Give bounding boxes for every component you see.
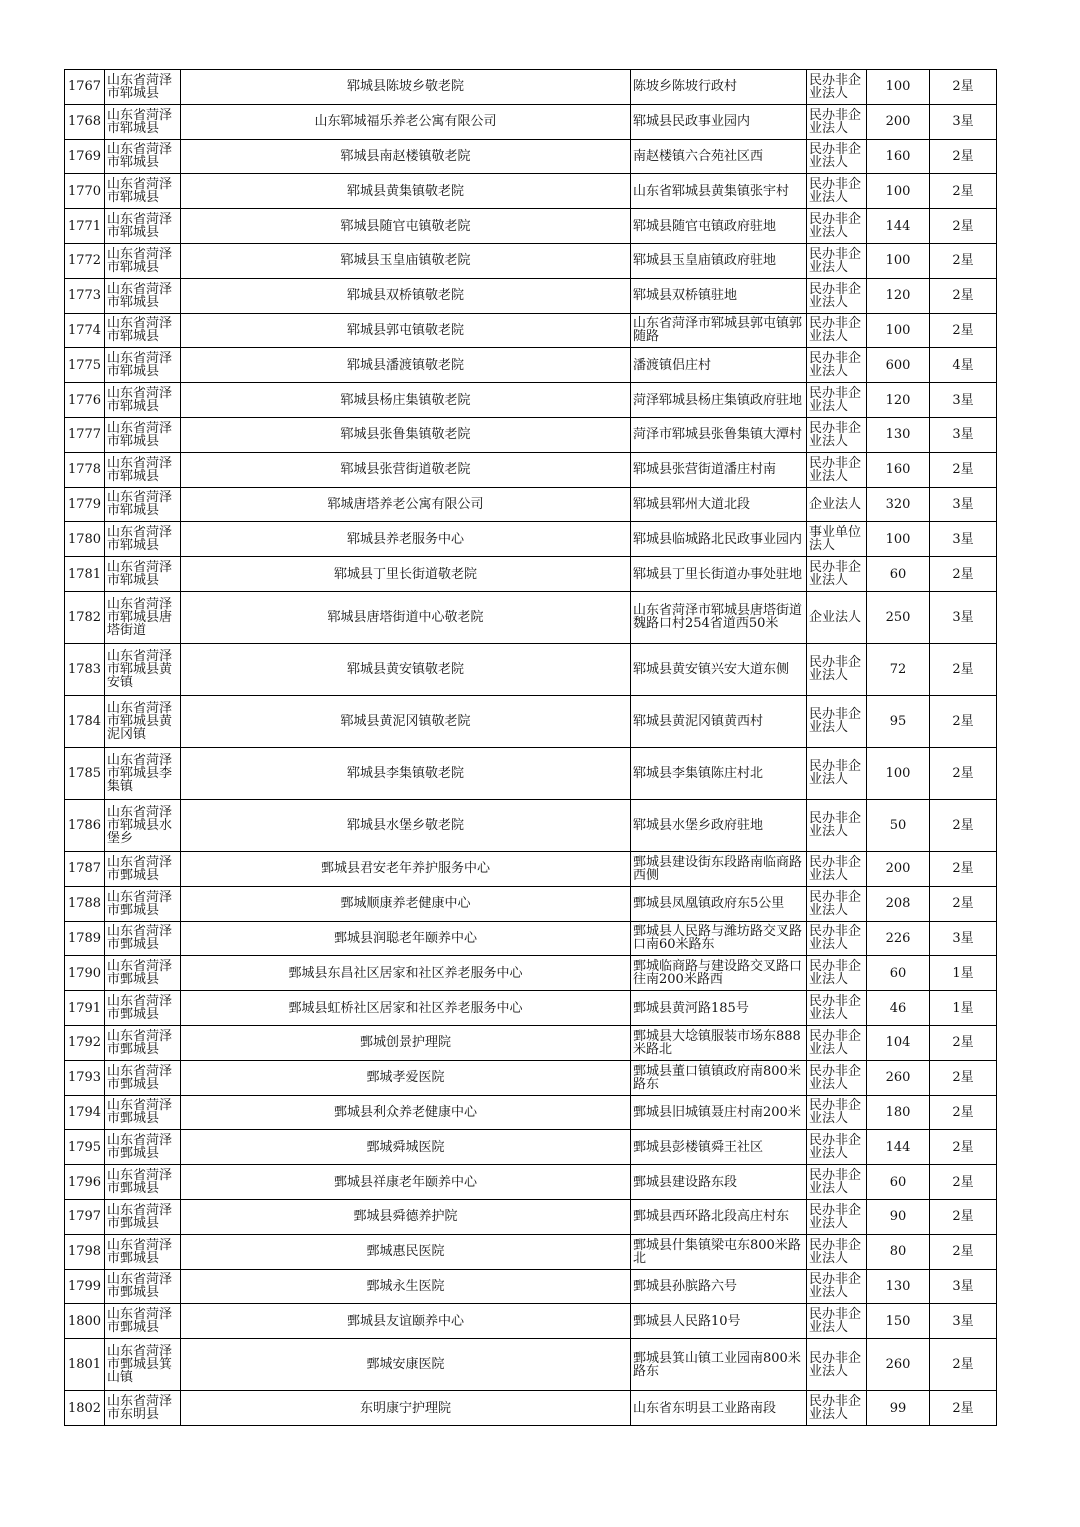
institution-name: 郓城唐塔养老公寓有限公司: [181, 487, 631, 522]
address-cell: 郓城县随官屯镇政府驻地: [631, 209, 807, 244]
star-rating: 2星: [930, 452, 997, 487]
table-row: [65, 991, 997, 1026]
region-cell: 山东省菏泽市郓城县: [105, 522, 181, 557]
region-cell: 山东省菏泽市鄄城县: [105, 921, 181, 956]
region-cell: 山东省菏泽市鄄城县: [105, 1060, 181, 1095]
institution-name: 郓城县双桥镇敬老院: [181, 278, 631, 313]
legal-type-cell: 民办非企业法人: [807, 1304, 867, 1339]
row-number: 1776: [65, 383, 105, 418]
table-row: [65, 243, 997, 278]
legal-type-cell: 民办非企业法人: [807, 348, 867, 383]
institution-name: 鄄城孝爱医院: [181, 1060, 631, 1095]
bed-count: 260: [867, 1339, 930, 1391]
address-cell: 陈坡乡陈坡行政村: [631, 70, 807, 105]
table-row: [65, 70, 997, 105]
legal-type-cell: 企业法人: [807, 487, 867, 522]
region-cell: 山东省菏泽市郓城县: [105, 70, 181, 105]
legal-type-cell: 民办非企业法人: [807, 209, 867, 244]
row-number: 1775: [65, 348, 105, 383]
institution-name: 鄄城创景护理院: [181, 1025, 631, 1060]
legal-type-cell: 民办非企业法人: [807, 921, 867, 956]
bed-count: 100: [867, 174, 930, 209]
institution-name: 鄄城县润聪老年颐养中心: [181, 921, 631, 956]
table-row: [65, 557, 997, 592]
table-row: [65, 1391, 997, 1426]
table-row: [65, 851, 997, 886]
address-cell: 鄄城县旧城镇聂庄村南200米: [631, 1095, 807, 1130]
table-row: [65, 747, 997, 799]
legal-type-cell: 民办非企业法人: [807, 1391, 867, 1426]
row-number: 1800: [65, 1304, 105, 1339]
legal-type-cell: 民办非企业法人: [807, 383, 867, 418]
legal-type-cell: 民办非企业法人: [807, 1339, 867, 1391]
star-rating: 2星: [930, 209, 997, 244]
institution-name: 郓城县潘渡镇敬老院: [181, 348, 631, 383]
institution-name: 郓城县郭屯镇敬老院: [181, 313, 631, 348]
legal-type-cell: 民办非企业法人: [807, 139, 867, 174]
bed-count: 144: [867, 1130, 930, 1165]
address-cell: 郓城县水堡乡政府驻地: [631, 799, 807, 851]
star-rating: 2星: [930, 886, 997, 921]
row-number: 1777: [65, 417, 105, 452]
legal-type-cell: 民办非企业法人: [807, 1165, 867, 1200]
region-cell: 山东省菏泽市郓城县黄泥冈镇: [105, 695, 181, 747]
bed-count: 60: [867, 1165, 930, 1200]
region-cell: 山东省菏泽市鄄城县: [105, 1269, 181, 1304]
star-rating: 2星: [930, 313, 997, 348]
address-cell: 鄄城县人民路与潍坊路交叉路口南60米路东: [631, 921, 807, 956]
region-cell: 山东省菏泽市郓城县: [105, 417, 181, 452]
table-row: [65, 799, 997, 851]
row-number: 1778: [65, 452, 105, 487]
institution-name: 郓城县水堡乡敬老院: [181, 799, 631, 851]
institution-name: 鄄城县君安老年养护服务中心: [181, 851, 631, 886]
bed-count: 100: [867, 747, 930, 799]
bed-count: 100: [867, 70, 930, 105]
bed-count: 100: [867, 313, 930, 348]
institution-name: 鄄城顺康养老健康中心: [181, 886, 631, 921]
address-cell: 山东省郓城县黄集镇张宇村: [631, 174, 807, 209]
bed-count: 160: [867, 139, 930, 174]
row-number: 1788: [65, 886, 105, 921]
table-row: [65, 278, 997, 313]
bed-count: 208: [867, 886, 930, 921]
region-cell: 山东省菏泽市东明县: [105, 1391, 181, 1426]
legal-type-cell: 民办非企业法人: [807, 1234, 867, 1269]
region-cell: 山东省菏泽市鄄城县: [105, 1130, 181, 1165]
row-number: 1795: [65, 1130, 105, 1165]
table-row: [65, 1060, 997, 1095]
star-rating: 2星: [930, 695, 997, 747]
legal-type-cell: 民办非企业法人: [807, 747, 867, 799]
region-cell: 山东省菏泽市鄄城县: [105, 1095, 181, 1130]
star-rating: 2星: [930, 139, 997, 174]
bed-count: 100: [867, 243, 930, 278]
bed-count: 100: [867, 522, 930, 557]
legal-type-cell: 民办非企业法人: [807, 452, 867, 487]
table-row: [65, 522, 997, 557]
star-rating: 3星: [930, 104, 997, 139]
row-number: 1781: [65, 557, 105, 592]
institution-name: 鄄城永生医院: [181, 1269, 631, 1304]
region-cell: 山东省菏泽市鄄城县: [105, 1234, 181, 1269]
institution-name: 鄄城县东昌社区居家和社区养老服务中心: [181, 956, 631, 991]
star-rating: 2星: [930, 174, 997, 209]
address-cell: 郓城县丁里长街道办事处驻地: [631, 557, 807, 592]
table-row: [65, 1304, 997, 1339]
star-rating: 3星: [930, 417, 997, 452]
address-cell: 鄄城县什集镇梁屯东800米路北: [631, 1234, 807, 1269]
star-rating: 3星: [930, 1304, 997, 1339]
table-row: [65, 139, 997, 174]
row-number: 1785: [65, 747, 105, 799]
table-row: [65, 956, 997, 991]
row-number: 1799: [65, 1269, 105, 1304]
star-rating: 2星: [930, 243, 997, 278]
institution-name: 鄄城县利众养老健康中心: [181, 1095, 631, 1130]
table-row: [65, 383, 997, 418]
table-row: [65, 886, 997, 921]
legal-type-cell: 企业法人: [807, 591, 867, 643]
table-row: [65, 921, 997, 956]
star-rating: 2星: [930, 747, 997, 799]
legal-type-cell: 民办非企业法人: [807, 1025, 867, 1060]
address-cell: 菏泽郓城县杨庄集镇政府驻地: [631, 383, 807, 418]
address-cell: 南赵楼镇六合苑社区西: [631, 139, 807, 174]
bed-count: 160: [867, 452, 930, 487]
region-cell: 山东省菏泽市鄄城县: [105, 1199, 181, 1234]
row-number: 1771: [65, 209, 105, 244]
institution-name: 郓城县黄集镇敬老院: [181, 174, 631, 209]
address-cell: 鄄城县箕山镇工业园南800米路东: [631, 1339, 807, 1391]
row-number: 1774: [65, 313, 105, 348]
institution-name: 郓城县杨庄集镇敬老院: [181, 383, 631, 418]
star-rating: 2星: [930, 278, 997, 313]
row-number: 1789: [65, 921, 105, 956]
legal-type-cell: 民办非企业法人: [807, 70, 867, 105]
address-cell: 鄄城县黄河路185号: [631, 991, 807, 1026]
address-cell: 山东省菏泽市郓城县唐塔街道魏路口村254省道西50米: [631, 591, 807, 643]
star-rating: 2星: [930, 851, 997, 886]
institution-name: 郓城县陈坡乡敬老院: [181, 70, 631, 105]
institution-name: 鄄城县虹桥社区居家和社区养老服务中心: [181, 991, 631, 1026]
table-row: [65, 1165, 997, 1200]
address-cell: 鄄城县大埝镇服装市场东888米路北: [631, 1025, 807, 1060]
legal-type-cell: 民办非企业法人: [807, 1199, 867, 1234]
institution-name: 郓城县张鲁集镇敬老院: [181, 417, 631, 452]
institution-name: 鄄城安康医院: [181, 1339, 631, 1391]
region-cell: 山东省菏泽市郓城县: [105, 557, 181, 592]
address-cell: 郓城县玉皇庙镇政府驻地: [631, 243, 807, 278]
table-body: [65, 70, 997, 1426]
table-row: [65, 1199, 997, 1234]
legal-type-cell: 民办非企业法人: [807, 1095, 867, 1130]
bed-count: 250: [867, 591, 930, 643]
legal-type-cell: 民办非企业法人: [807, 243, 867, 278]
institution-name: 郓城县李集镇敬老院: [181, 747, 631, 799]
bed-count: 600: [867, 348, 930, 383]
bed-count: 130: [867, 1269, 930, 1304]
table-row: [65, 1234, 997, 1269]
star-rating: 2星: [930, 1339, 997, 1391]
region-cell: 山东省菏泽市郓城县: [105, 487, 181, 522]
legal-type-cell: 民办非企业法人: [807, 991, 867, 1026]
bed-count: 99: [867, 1391, 930, 1426]
star-rating: 4星: [930, 348, 997, 383]
star-rating: 2星: [930, 1060, 997, 1095]
address-cell: 山东省东明县工业路南段: [631, 1391, 807, 1426]
institution-name: 东明康宁护理院: [181, 1391, 631, 1426]
address-cell: 鄄城县彭楼镇舜王社区: [631, 1130, 807, 1165]
table-row: [65, 1269, 997, 1304]
bed-count: 104: [867, 1025, 930, 1060]
institution-name: 郓城县黄安镇敬老院: [181, 643, 631, 695]
table-row: [65, 452, 997, 487]
table-row: [65, 209, 997, 244]
table-row: [65, 417, 997, 452]
table-row: [65, 104, 997, 139]
institution-table: [64, 69, 997, 1426]
star-rating: 2星: [930, 70, 997, 105]
legal-type-cell: 民办非企业法人: [807, 695, 867, 747]
region-cell: 山东省菏泽市郓城县: [105, 383, 181, 418]
star-rating: 2星: [930, 1025, 997, 1060]
legal-type-cell: 民办非企业法人: [807, 1269, 867, 1304]
row-number: 1794: [65, 1095, 105, 1130]
legal-type-cell: 民办非企业法人: [807, 104, 867, 139]
bed-count: 180: [867, 1095, 930, 1130]
region-cell: 山东省菏泽市郓城县: [105, 209, 181, 244]
table-row: [65, 1130, 997, 1165]
star-rating: 2星: [930, 1130, 997, 1165]
row-number: 1796: [65, 1165, 105, 1200]
region-cell: 山东省菏泽市郓城县: [105, 278, 181, 313]
bed-count: 200: [867, 851, 930, 886]
star-rating: 2星: [930, 1165, 997, 1200]
row-number: 1787: [65, 851, 105, 886]
institution-name: 鄄城舜城医院: [181, 1130, 631, 1165]
row-number: 1767: [65, 70, 105, 105]
institution-name: 郓城县随官屯镇敬老院: [181, 209, 631, 244]
institution-name: 鄄城县舜德养护院: [181, 1199, 631, 1234]
address-cell: 鄄城县西环路北段高庄村东: [631, 1199, 807, 1234]
bed-count: 130: [867, 417, 930, 452]
star-rating: 3星: [930, 1269, 997, 1304]
region-cell: 山东省菏泽市鄄城县: [105, 1304, 181, 1339]
row-number: 1798: [65, 1234, 105, 1269]
institution-name: 鄄城县祥康老年颐养中心: [181, 1165, 631, 1200]
table-row: [65, 1339, 997, 1391]
legal-type-cell: 民办非企业法人: [807, 956, 867, 991]
star-rating: 2星: [930, 1234, 997, 1269]
region-cell: 山东省菏泽市郓城县李集镇: [105, 747, 181, 799]
legal-type-cell: 民办非企业法人: [807, 886, 867, 921]
row-number: 1797: [65, 1199, 105, 1234]
star-rating: 2星: [930, 557, 997, 592]
region-cell: 山东省菏泽市鄄城县: [105, 991, 181, 1026]
row-number: 1779: [65, 487, 105, 522]
row-number: 1790: [65, 956, 105, 991]
star-rating: 2星: [930, 1199, 997, 1234]
address-cell: 郓城县张营街道潘庄村南: [631, 452, 807, 487]
address-cell: 郓城县临城路北民政事业园内: [631, 522, 807, 557]
region-cell: 山东省菏泽市郓城县: [105, 104, 181, 139]
row-number: 1791: [65, 991, 105, 1026]
star-rating: 3星: [930, 591, 997, 643]
row-number: 1769: [65, 139, 105, 174]
bed-count: 120: [867, 278, 930, 313]
bed-count: 90: [867, 1199, 930, 1234]
row-number: 1784: [65, 695, 105, 747]
table-row: [65, 313, 997, 348]
star-rating: 3星: [930, 921, 997, 956]
region-cell: 山东省菏泽市郓城县黄安镇: [105, 643, 181, 695]
region-cell: 山东省菏泽市郓城县: [105, 452, 181, 487]
address-cell: 郓城县民政事业园内: [631, 104, 807, 139]
address-cell: 山东省菏泽市郓城县郭屯镇郭随路: [631, 313, 807, 348]
row-number: 1786: [65, 799, 105, 851]
institution-name: 郓城县南赵楼镇敬老院: [181, 139, 631, 174]
institution-name: 郓城县唐塔街道中心敬老院: [181, 591, 631, 643]
institution-name: 郓城县张营街道敬老院: [181, 452, 631, 487]
star-rating: 3星: [930, 522, 997, 557]
table-row: [65, 174, 997, 209]
region-cell: 山东省菏泽市郓城县: [105, 174, 181, 209]
bed-count: 46: [867, 991, 930, 1026]
address-cell: 菏泽市郓城县张鲁集镇大潭村: [631, 417, 807, 452]
legal-type-cell: 民办非企业法人: [807, 174, 867, 209]
bed-count: 226: [867, 921, 930, 956]
table-row: [65, 348, 997, 383]
region-cell: 山东省菏泽市郓城县水堡乡: [105, 799, 181, 851]
star-rating: 2星: [930, 643, 997, 695]
table-row: [65, 643, 997, 695]
region-cell: 山东省菏泽市鄄城县箕山镇: [105, 1339, 181, 1391]
row-number: 1770: [65, 174, 105, 209]
star-rating: 3星: [930, 487, 997, 522]
bed-count: 260: [867, 1060, 930, 1095]
address-cell: 鄄城县人民路10号: [631, 1304, 807, 1339]
row-number: 1783: [65, 643, 105, 695]
bed-count: 60: [867, 956, 930, 991]
table-row: [65, 1025, 997, 1060]
star-rating: 1星: [930, 991, 997, 1026]
institution-name: 山东郓城福乐养老公寓有限公司: [181, 104, 631, 139]
row-number: 1793: [65, 1060, 105, 1095]
region-cell: 山东省菏泽市郓城县: [105, 348, 181, 383]
region-cell: 山东省菏泽市鄄城县: [105, 886, 181, 921]
bed-count: 144: [867, 209, 930, 244]
region-cell: 山东省菏泽市郓城县: [105, 313, 181, 348]
legal-type-cell: 民办非企业法人: [807, 557, 867, 592]
bed-count: 60: [867, 557, 930, 592]
institution-name: 鄄城县友谊颐养中心: [181, 1304, 631, 1339]
bed-count: 50: [867, 799, 930, 851]
star-rating: 2星: [930, 1391, 997, 1426]
address-cell: 鄄城县凤凰镇政府东5公里: [631, 886, 807, 921]
address-cell: 鄄城临商路与建设路交叉路口往南200米路西: [631, 956, 807, 991]
row-number: 1792: [65, 1025, 105, 1060]
region-cell: 山东省菏泽市郓城县唐塔街道: [105, 591, 181, 643]
address-cell: 鄄城县孙膑路六号: [631, 1269, 807, 1304]
region-cell: 山东省菏泽市郓城县: [105, 243, 181, 278]
legal-type-cell: 民办非企业法人: [807, 278, 867, 313]
row-number: 1780: [65, 522, 105, 557]
institution-name: 郓城县养老服务中心: [181, 522, 631, 557]
legal-type-cell: 民办非企业法人: [807, 851, 867, 886]
bed-count: 150: [867, 1304, 930, 1339]
institution-name: 鄄城惠民医院: [181, 1234, 631, 1269]
institution-name: 郓城县黄泥冈镇敬老院: [181, 695, 631, 747]
address-cell: 郓城县双桥镇驻地: [631, 278, 807, 313]
legal-type-cell: 民办非企业法人: [807, 643, 867, 695]
legal-type-cell: 民办非企业法人: [807, 313, 867, 348]
address-cell: 郓城县李集镇陈庄村北: [631, 747, 807, 799]
address-cell: 鄄城县建设街东段路南临商路西侧: [631, 851, 807, 886]
legal-type-cell: 事业单位法人: [807, 522, 867, 557]
region-cell: 山东省菏泽市鄄城县: [105, 1025, 181, 1060]
star-rating: 2星: [930, 799, 997, 851]
legal-type-cell: 民办非企业法人: [807, 1060, 867, 1095]
bed-count: 80: [867, 1234, 930, 1269]
row-number: 1801: [65, 1339, 105, 1391]
row-number: 1772: [65, 243, 105, 278]
address-cell: 郓城县黄泥冈镇黄西村: [631, 695, 807, 747]
legal-type-cell: 民办非企业法人: [807, 417, 867, 452]
legal-type-cell: 民办非企业法人: [807, 1130, 867, 1165]
star-rating: 3星: [930, 383, 997, 418]
row-number: 1773: [65, 278, 105, 313]
row-number: 1802: [65, 1391, 105, 1426]
region-cell: 山东省菏泽市鄄城县: [105, 851, 181, 886]
bed-count: 72: [867, 643, 930, 695]
row-number: 1768: [65, 104, 105, 139]
address-cell: 郓城县黄安镇兴安大道东侧: [631, 643, 807, 695]
star-rating: 2星: [930, 1095, 997, 1130]
region-cell: 山东省菏泽市郓城县: [105, 139, 181, 174]
address-cell: 郓城县郓州大道北段: [631, 487, 807, 522]
bed-count: 120: [867, 383, 930, 418]
institution-name: 郓城县丁里长街道敬老院: [181, 557, 631, 592]
institution-name: 郓城县玉皇庙镇敬老院: [181, 243, 631, 278]
address-cell: 鄄城县董口镇镇政府南800米路东: [631, 1060, 807, 1095]
bed-count: 200: [867, 104, 930, 139]
legal-type-cell: 民办非企业法人: [807, 799, 867, 851]
region-cell: 山东省菏泽市鄄城县: [105, 1165, 181, 1200]
table-row: [65, 591, 997, 643]
table-row: [65, 695, 997, 747]
bed-count: 320: [867, 487, 930, 522]
region-cell: 山东省菏泽市鄄城县: [105, 956, 181, 991]
address-cell: 潘渡镇侣庄村: [631, 348, 807, 383]
table-row: [65, 487, 997, 522]
star-rating: 1星: [930, 956, 997, 991]
bed-count: 95: [867, 695, 930, 747]
address-cell: 鄄城县建设路东段: [631, 1165, 807, 1200]
table-row: [65, 1095, 997, 1130]
row-number: 1782: [65, 591, 105, 643]
